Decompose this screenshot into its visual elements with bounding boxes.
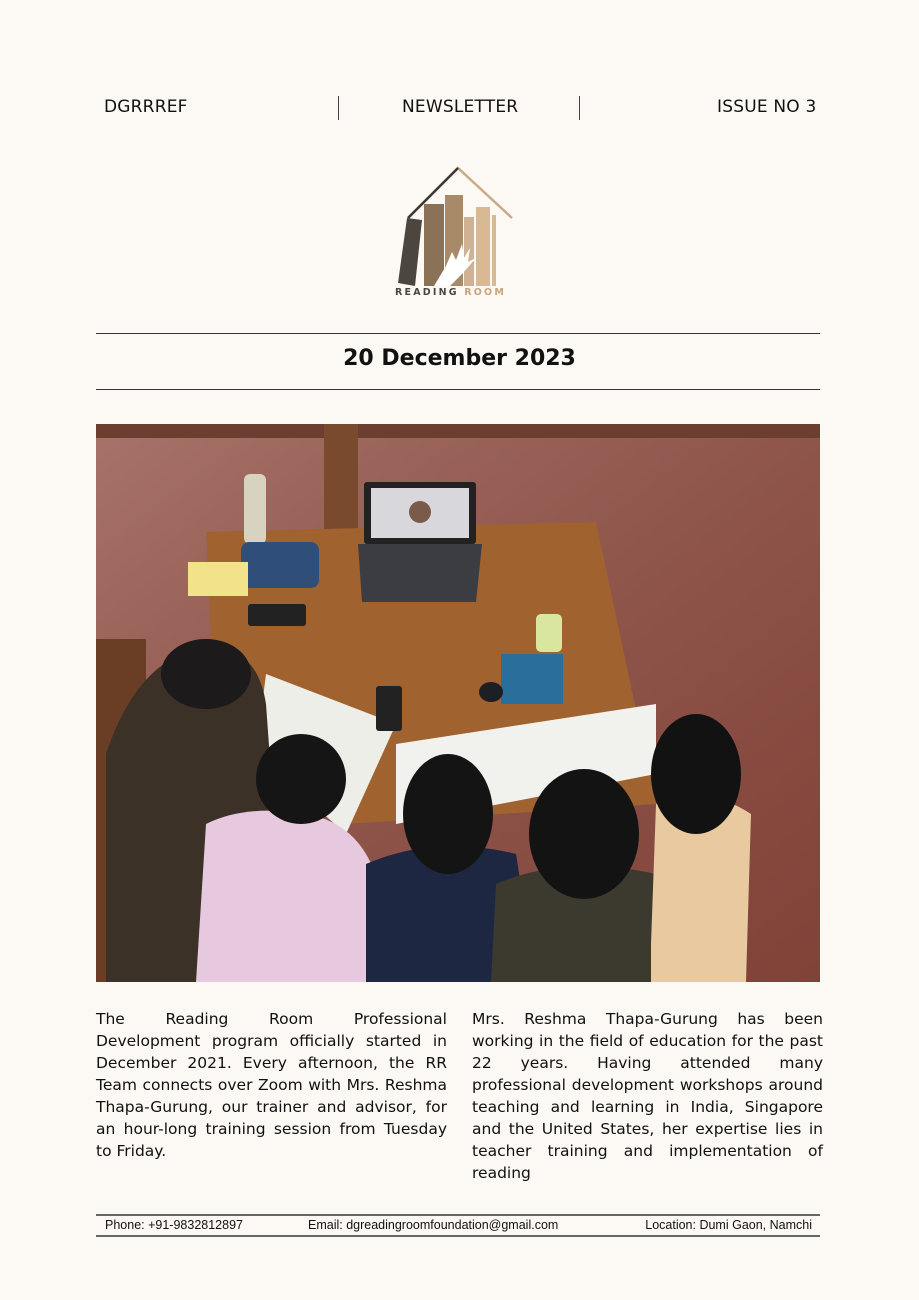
org-name: DGRRREF — [104, 97, 188, 117]
footer-location: Location: Dumi Gaon, Namchi — [645, 1218, 812, 1232]
article-column-1: The Reading Room Professional Development program officially started in December 2021. Every afternoon, the RR Team connects over Zoom with Mrs. Reshma Thapa-Gurung, our trainer and advisor, for an hour-long training session from Tuesday to Friday. — [96, 1010, 447, 1160]
issue-date: 20 December 2023 — [343, 346, 576, 371]
article-column-2: Mrs. Reshma Thapa-Gurung has been working in the field of education for the past 22 years. Having attended many professional development workshops around teaching and learning in India, Singapore and the United States, her expertise lies in teacher training and implementation of reading — [472, 1010, 823, 1182]
rule — [96, 333, 820, 334]
rule — [96, 389, 820, 390]
footer-phone: Phone: +91-9832812897 — [105, 1218, 243, 1232]
footer — [96, 1215, 820, 1235]
divider — [579, 96, 580, 120]
logo-text: READING ROOM — [395, 287, 506, 298]
main-photo — [96, 424, 820, 982]
footer-email: Email: dgreadingroomfoundation@gmail.com — [308, 1218, 559, 1232]
logo-house-books-icon — [390, 162, 525, 302]
divider — [338, 96, 339, 120]
reading-room-logo — [390, 162, 525, 302]
issue-number: ISSUE NO 3 — [717, 97, 817, 117]
rule — [96, 1235, 820, 1237]
newsletter-title: NEWSLETTER — [402, 97, 519, 117]
